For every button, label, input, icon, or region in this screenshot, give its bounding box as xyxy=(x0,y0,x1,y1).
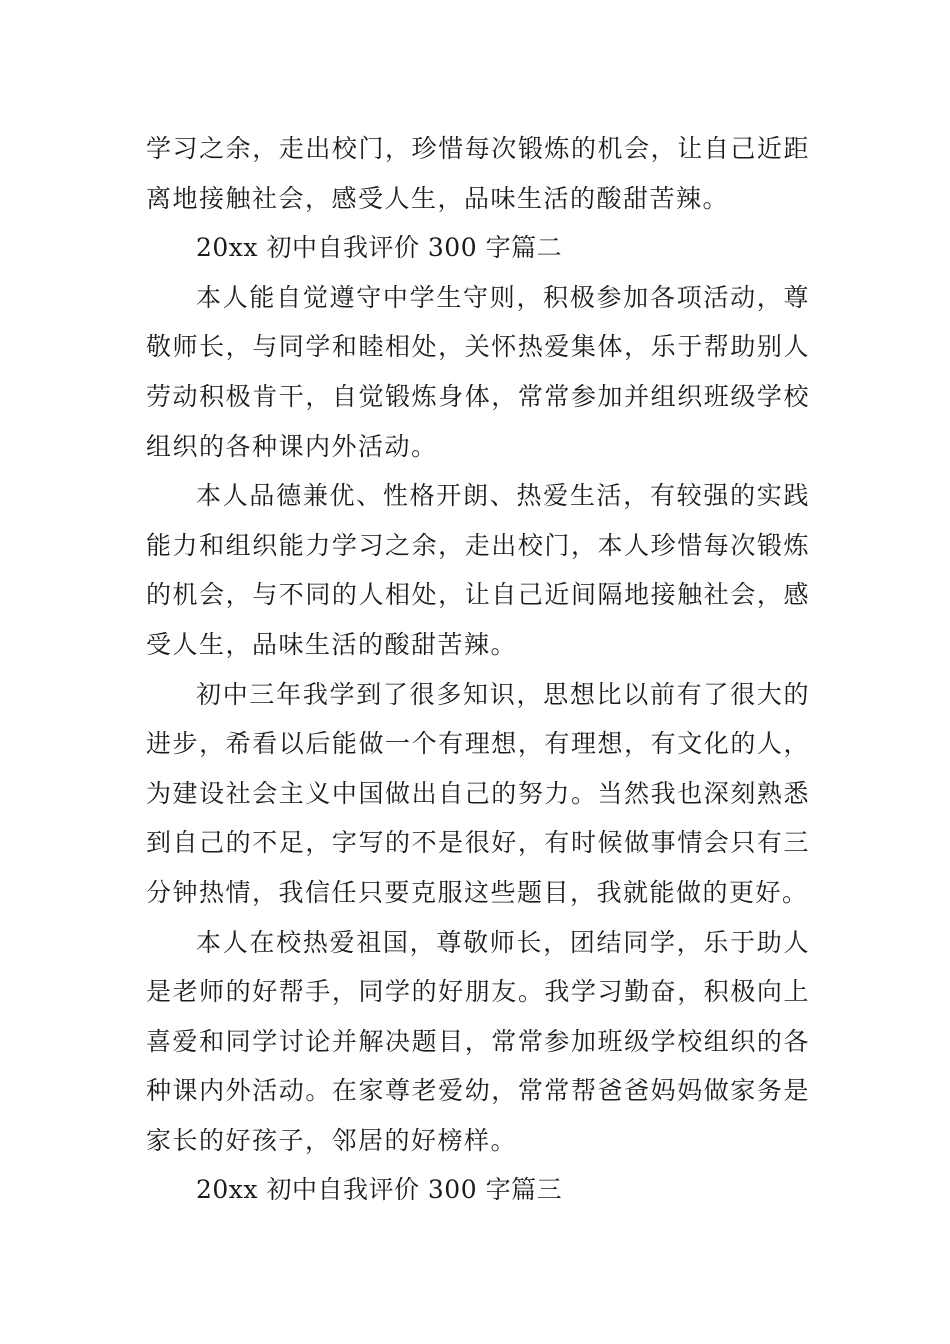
section-heading-2: 20xx 初中自我评价 300 字篇二 xyxy=(196,233,563,263)
paragraph-2 xyxy=(146,273,810,471)
text-line: 受人生，品味生活的酸甜苦辣。 xyxy=(146,629,518,659)
text-line: 组织的各种课内外活动。 xyxy=(146,431,438,461)
text-line: 喜爱和同学讨论并解决题目，常常参加班级学校组织的各 xyxy=(146,1026,810,1056)
text-line: 敬师长，与同学和睦相处，关怀热爱集体，乐于帮助别人 xyxy=(146,332,810,362)
text-line: 学习之余，走出校门，珍惜每次锻炼的机会，让自己近距 xyxy=(146,134,810,163)
text-line: 分钟热情，我信任只要克服这些题目，我就能做的更好。 xyxy=(146,877,809,907)
text-line: 是老师的好帮手，同学的好朋友。我学习勤奋，积极向上 xyxy=(146,977,810,1007)
text-line: 本人能自觉遵守中学生守则，积极参加各项活动，尊 xyxy=(196,282,810,312)
text-line: 离地接触社会，感受人生，品味生活的酸甜苦辣。 xyxy=(146,183,730,213)
text-line: 进步，希看以后能做一个有理想，有理想，有文化的人， xyxy=(146,729,810,759)
paragraph-3 xyxy=(146,471,810,669)
paragraph-4 xyxy=(146,670,810,918)
text-line: 本人品德兼优、性格开朗、热爱生活，有较强的实践 xyxy=(196,481,810,511)
text-line: 到自己的不足，字写的不是很好，有时候做事情会只有三 xyxy=(146,828,810,858)
section-heading-3: 20xx 初中自我评价 300 字篇三 xyxy=(196,1175,563,1205)
text-line: 的机会，与不同的人相处，让自己近间隔地接触社会，感 xyxy=(146,580,810,610)
paragraph-1 xyxy=(146,124,810,223)
text-line: 劳动积极肯干，自觉锻炼身体，常常参加并组织班级学校 xyxy=(146,381,810,411)
document-body xyxy=(146,124,810,1215)
text-line: 为建设社会主义中国做出自己的努力。当然我也深刻熟悉 xyxy=(146,778,810,808)
paragraph-5 xyxy=(146,918,810,1166)
text-line: 初中三年我学到了很多知识，思想比以前有了很大的 xyxy=(196,679,810,709)
text-line: 种课内外活动。在家尊老爱幼，常常帮爸爸妈妈做家务是 xyxy=(146,1076,810,1106)
text-line: 家长的好孩子，邻居的好榜样。 xyxy=(146,1125,518,1155)
text-line: 本人在校热爱祖国，尊敬师长，团结同学，乐于助人 xyxy=(196,927,810,957)
text-line: 能力和组织能力学习之余，走出校门，本人珍惜每次锻炼 xyxy=(146,530,810,560)
